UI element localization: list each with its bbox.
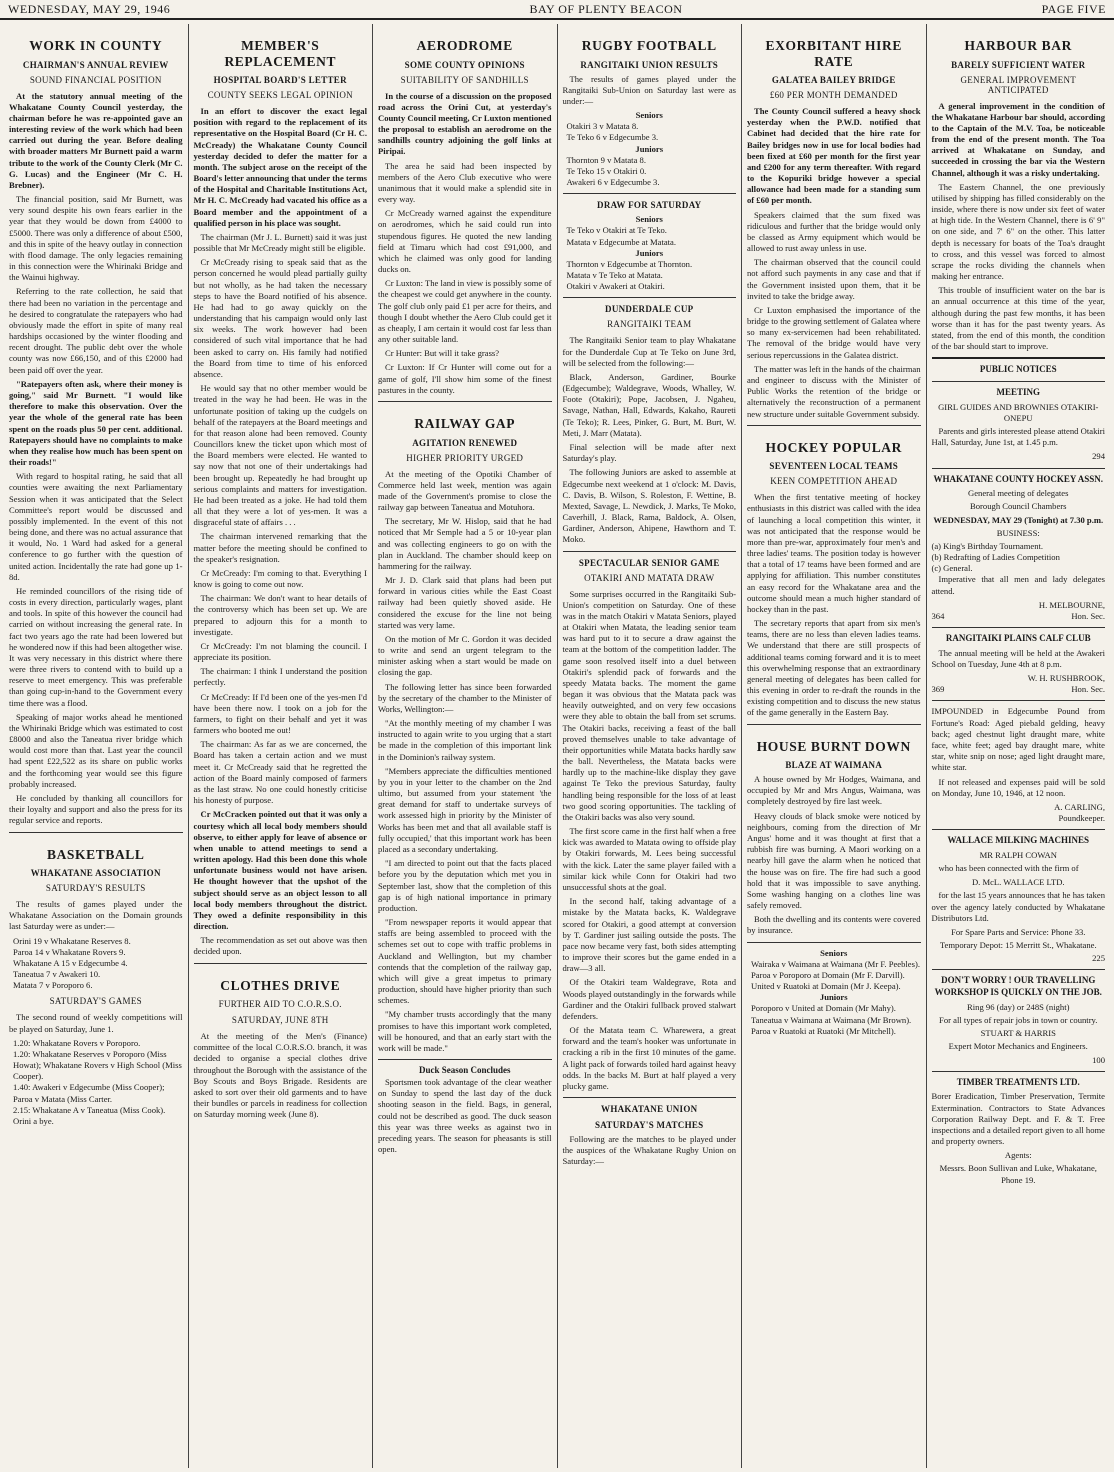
- paragraph: Black, Anderson, Gardiner, Bourke (Edgecumbe); Waldegrave, Woods, Whalley, W. Foote (Otakiri); Pope, Jacobsen, J. Ngaheu, Savage, Nathan, Hall, Edwards, Kakaho, Raureti (Te Teko); R. Lees, Pinker, G. Burt, M. Burt, W. Meti, J. Marr (Matata).: [562, 371, 736, 438]
- deck: FURTHER AID TO C.O.R.S.O.: [218, 999, 342, 1010]
- notice-title: MEETING: [996, 386, 1040, 397]
- paragraph: A general improvement in the condition of the Whakatane Harbour bar should, according to the Captain of the M.V. Toa, be noticeable from the end of the present month. The Toa arrived at Whakatane on Sunday, and succeeded in crossing the bar via the Western Channel, although it was a risky undertaking.: [931, 100, 1105, 178]
- columns: [4, 24, 1110, 1468]
- paragraph: "I am directed to point out that the facts placed before you by the deputation which met you in September last, show that the completion of this gap is of high national importance in primary production.: [378, 858, 552, 913]
- notice-body: Imperative that all men and lady delegates attend.: [931, 574, 1105, 596]
- paragraph: Speaking of major works ahead he mentioned the Whirinaki Bridge which was estimated to cost £8000 and also the Taneatua river bridge which would cost more than that. Last year the council had spent £22,522 as its share on public works and the forthcoming year would see this figure probably increased.: [9, 711, 183, 789]
- paragraph: On the motion of Mr C. Gordon it was decided to write and send an urgent telegram to the minister asking when a start would be made on closing the gap.: [378, 633, 552, 678]
- list-item: Paroa v Poroporo at Domain (Mr F. Darvill).: [751, 969, 905, 980]
- headline: EXORBITANT HIRE RATE: [765, 38, 902, 69]
- article-railway-gap: [378, 416, 552, 1054]
- paragraph: The following letter has since been forwarded by the secretary of the chamber to the Minister of Works, Wellington:—: [378, 681, 552, 714]
- paragraph: "At the monthly meeting of my chamber I was instructed to again write to you urging that a start be made in the completion of this important link in the Dominion's railway system.: [378, 718, 552, 762]
- list-item: Otakiri 3 v Matata 8.: [566, 121, 639, 132]
- list-item: 2.15: Whakatane A v Taneatua (Miss Cook).: [13, 1104, 166, 1115]
- article-duck-season: [378, 1065, 552, 1155]
- deck: WHAKATANE UNION: [601, 1104, 698, 1115]
- paragraph: Referring to the rate collection, he said that there had been no variation in the percentage and he desired to congratulate the ratepayers who had obviously made the effort in spite of many real hardships occasioned by the winter flooding and recent drought. The public debt over the whole county was now £66,150, and of this £2000 had been paid off over the year.: [9, 286, 183, 375]
- list-item: Wairaka v Waimana at Waimana (Mr F. Peebles).: [751, 958, 920, 969]
- paragraph: Cr McCready warned against the expenditure on aerodromes, which he said could run into stupendous figures. He quoted the new landing field at Timaru which had cost £91,000, and which he claimed was only good for landing ducks on.: [378, 208, 552, 275]
- paragraph: In the course of a discussion on the proposed road across the Orini Cut, at yesterday's County Council meeting, Cr Luxton mentioned the proposal to establish an aerodrome on the sandhills country adjoining the golf links at Piripai.: [378, 90, 552, 157]
- deck: SATURDAY, JUNE 8TH: [231, 1015, 329, 1026]
- paragraph: "Members appreciate the difficulties mentioned by you in your letter to the chamber on the 2nd ultimo, but assumed from your statement 'the great demand for staff to undertake surveys of work assessed high in priority by the Minister of Works has been met and that all available staff is fully occupied,' that this important work has been placed as a secondary undertaking.: [378, 765, 552, 854]
- paragraph: The second round of weekly competitions will be played on Saturday, June 1.: [9, 1012, 183, 1034]
- paragraph: "My chamber trusts accordingly that the many promises to have this important work completed, will be honoured, and that an early start with the work will be made.": [378, 1009, 552, 1053]
- paragraph: He concluded by thanking all councillors for their loyalty and support and also the press for its regular service and reports.: [9, 793, 183, 826]
- notice-line: Agents:: [1004, 1150, 1032, 1161]
- notice-number: 100: [1092, 1054, 1105, 1065]
- paragraph: This trouble of insufficient water on the bar is an annual occurrence at this time of the year, although during the past few months, it has been worse than it has for the past twenty years. As stated, from the end of this month, the condition of the bar should start to improve.: [931, 285, 1105, 352]
- whakatane-union-matches: [747, 948, 921, 1037]
- notice-number: 369: [931, 684, 945, 695]
- list-item: 1.40: Awakeri v Edgecumbe (Miss Cooper); Paroa v Matata (Miss Carter.: [13, 1082, 165, 1104]
- notice-role: Poundkeeper.: [1058, 813, 1105, 824]
- headline: CLOTHES DRIVE: [220, 977, 341, 993]
- notice-number: 225: [1092, 953, 1105, 964]
- notice-line: Temporary Depot: 15 Merritt St., Whakatane.: [939, 940, 1097, 951]
- notice-line: Ring 96 (day) or 248S (night): [967, 1001, 1070, 1012]
- notice-line: Expert Motor Mechanics and Engineers.: [948, 1041, 1088, 1052]
- paragraph: Cr Luxton: If Cr Hunter will come out for a game of golf, I'll show him some of the finest pastures in the county.: [378, 362, 552, 395]
- paragraph: The secretary, Mr W. Hislop, said that he had noticed that Mr Semple had a 5 or 10-year plan and was collecting engineers to go on with the plan in Auckland. The chamber should keep on hammering for the railway.: [378, 516, 552, 571]
- notice-business-heading: BUSINESS:: [996, 527, 1040, 538]
- paragraph: Final selection will be made after next Saturday's play.: [562, 441, 736, 464]
- notice-line: MR RALPH COWAN: [979, 849, 1057, 860]
- article-exorbitant-hire-rate: [747, 38, 921, 420]
- column-2: [189, 24, 374, 1468]
- notice-footer: [932, 684, 1106, 695]
- notice-when: WEDNESDAY, MAY 29 (Tonight) at 7.30 p.m.: [933, 514, 1104, 525]
- deck: DRAW FOR SATURDAY: [597, 200, 702, 211]
- notice-item: (b) Redrafting of Ladies Competition: [931, 552, 1060, 563]
- paragraph: With regard to hospital rating, he said that all counties were awaiting the next Parliamentary Session when it was anticipated that the Select Committee's report would be discussed and possibly implemented. In the event of this not being done, and there was no actual assurance that it would, No. 1 Ward had asked for a general conference to go further with the question of united action. Incidentally the rate had gone up 1-8d.: [9, 471, 183, 582]
- list-heading: Seniors: [635, 214, 663, 225]
- headline: RAILWAY GAP: [414, 415, 516, 431]
- paragraph: "From newspaper reports it would appear that staffs are being assembled to proceed with the schemes set out to cope with traffic problems in Auckland and Wellington, but my chamber contends that the completion of the railway gap, which will give a great impetus to primary production, should have higher priority than such schemes.: [378, 917, 552, 1006]
- section-heading: PUBLIC NOTICES: [979, 364, 1057, 375]
- list-item: Te Teko 6 v Edgecumbe 3.: [566, 132, 659, 143]
- notice-title: WALLACE MILKING MACHINES: [947, 835, 1090, 846]
- list-item: Thornton v Edgecumbe at Thornton.: [566, 258, 693, 269]
- paragraph: The results of games played under the Rangitaiki Sub-Union on Saturday last were as under:—: [562, 73, 736, 106]
- deck: RANGITAIKI UNION RESULTS: [580, 59, 719, 70]
- paragraph: Cr McCready: I'm not blaming the council. I appreciate its position.: [193, 640, 367, 663]
- paragraph: Cr Hunter: But will it take grass?: [385, 348, 500, 359]
- list-item: Whakatane A 15 v Edgecumbe 4.: [13, 957, 128, 968]
- paragraph: The financial position, said Mr Burnett, was very sound despite his own fears earlier in the year that they would be down from £4000 to £5000. There was only a difference of about £500, and this in spite of the heavy outlay in connection with flood damage. The only legacies remaining in this connection were the Whirinaki Bridge and the Wainui highway.: [9, 194, 183, 283]
- paragraph: A house owned by Mr Hodges, Waimana, and occupied by Mr and Mrs Angus, Waimana, was completely destroyed by fire last week.: [747, 774, 921, 807]
- list-item: Matata v Te Teko at Matata.: [566, 270, 663, 281]
- games-list: [9, 1038, 183, 1127]
- notice-item: (a) King's Birthday Tournament.: [931, 540, 1044, 551]
- deck: GALATEA BAILEY BRIDGE: [771, 75, 896, 86]
- deck: KEEN COMPETITION AHEAD: [770, 476, 898, 487]
- deck: RANGITAIKI TEAM: [607, 319, 692, 330]
- paragraph: Of the Otakiri team Waldegrave, Rota and Woods played outstandingly in the forwards while Gardiner and the Otakiri fullback proved stalwart defenders.: [562, 977, 736, 1021]
- list-item: Awakeri 6 v Edgecumbe 3.: [566, 177, 660, 188]
- masthead: [0, 0, 1114, 20]
- list-item: Te Teko v Otakiri at Te Teko.: [566, 225, 667, 236]
- issue-date: WEDNESDAY, MAY 29, 1946: [8, 1, 171, 16]
- notice-title: RANGITAIKI PLAINS CALF CLUB: [945, 633, 1091, 644]
- list-item: Paroa 14 v Whakatane Rovers 9.: [13, 946, 126, 957]
- subhead: SATURDAY'S GAMES: [49, 996, 142, 1007]
- article-work-in-county: [9, 38, 183, 827]
- paragraph: He would say that no other member would be treated in the way he had been. He was in the unfortunate position of taking up the cudgels on behalf of the ratepayers at the Board meetings and for that reason alone had been removed. County Councillors knew the ticket upon which most of the Board members were elected. He wanted to say now that not one of their undertakings had been brought up. Repeatedly he had brought up serious complaints and matters for investigation. He had been treated as a joke. He had told them all that they were a lot of yes-men. It was a disgraceful state of affairs . . .: [193, 383, 367, 528]
- paragraph: Cr McCready: I'm coming to that. Everything I know is going to come out now.: [193, 567, 367, 590]
- notice-travelling-workshop: [932, 975, 1106, 1065]
- notice-footer: [932, 611, 1106, 622]
- deck: SATURDAY'S MATCHES: [594, 1120, 704, 1131]
- notice-item: (c) General.: [931, 563, 973, 574]
- notice-body: If not released and expenses paid will be sold on Monday, June 10, 1946, at 12 noon.: [931, 776, 1105, 798]
- paragraph: The first score came in the first half when a free kick was awarded to Matata owing to offside play by Otakiri forwards, M. Lees being successful with the kick. Later the same player failed with a similar kick while Conn for Otakiri had two unsuccessful shots at the goal.: [562, 826, 736, 892]
- list-item: Otakiri v Awakeri at Otakiri.: [566, 281, 665, 292]
- headline: Duck Season Concludes: [418, 1065, 511, 1076]
- paragraph: The Rangitaiki Senior team to play Whakatane for the Dunderdale Cup at Te Teko on June 3rd, will be selected from the following:—: [562, 335, 736, 368]
- notice-calf-club: [932, 633, 1106, 695]
- article-rugby-football: [563, 38, 737, 1168]
- list-heading: Juniors: [635, 247, 664, 258]
- notice-title: DON'T WORRY ! OUR TRAVELLING WORKSHOP IS QUICKLY ON THE JOB.: [934, 975, 1102, 998]
- paragraph: The chairman (Mr J. L. Burnett) said it was just possible that Mr McCready might still be eligible.: [193, 231, 367, 254]
- notice-line: Borough Council Chambers: [970, 501, 1067, 512]
- paragraph: Cr Luxton: The land in view is possibly some of the cheapest we could get anywhere in the county. The golf club only paid £1 per acre for theirs, and though I doubt whether the Aero Club could get it as cheaply, I am certain it would cost far less than any other suitable land.: [378, 278, 552, 345]
- notice-signature: W. H. RUSHBROOK,: [1027, 673, 1105, 684]
- paragraph: The chairman intervened remarking that the matter before the meeting should be confined to the speaker's resignation.: [193, 531, 367, 564]
- paragraph: The County Council suffered a heavy shock yesterday when the P.W.D. notified that Cabinet had decided that the hire rate for Bailey bridges now in use for local bodies had been fixed at £60 per month for the first year and £200 for any term thereafter. With regard to the Kopuriki bridge however a special allowance had been made for a standing sum of £60 per month.: [747, 106, 921, 206]
- notice-line: For all types of repair jobs in town or country.: [939, 1014, 1098, 1025]
- list-heading: Juniors: [819, 992, 848, 1003]
- notice-body: who has been connected with the firm of: [938, 863, 1079, 874]
- notice-body: Parents and girls interested please attend Otakiri Hall, Saturday, June 1st, at 1.45 p.m.: [931, 426, 1105, 448]
- notice-body: IMPOUNDED in Edgecumbe Pound from Fortune's Road: Aged piebald gelding, heavy back; aged chestnut light draught mare, white face, white feet; aged bay draught mare, white star, white snip on nose; aged light draught mare, white star.: [931, 706, 1105, 773]
- notice-line: For Spare Parts and Service: Phone 33.: [951, 926, 1086, 937]
- paragraph: "Ratepayers often ask, where their money is going," said Mr Burnett. "I would like therefore to make this observation. Over the year the whole of the general rate has been spent on the roads plus 50 per cent. additional. Ratepayers should have no complaints to make when they realise how much has been spent on their roads!": [9, 378, 183, 468]
- deck: SOME COUNTY OPINIONS: [404, 59, 525, 70]
- notice-firm: D. McL. WALLACE LTD.: [971, 877, 1065, 888]
- list-item: Matata v Edgecumbe at Matata.: [566, 236, 677, 247]
- deck: £60 PER MONTH DEMANDED: [769, 90, 898, 101]
- headline: WORK IN COUNTY: [29, 38, 163, 53]
- article-hockey-popular: [747, 440, 921, 719]
- article-members-replacement: [194, 38, 368, 958]
- deck: WHAKATANE ASSOCIATION: [30, 868, 161, 879]
- list-item: Orini 19 v Whakatane Reserves 8.: [13, 935, 131, 946]
- paragraph: The secretary reports that apart from six men's teams, there are no less than eleven ladies teams. We understand that there are still prospects of additional teams coming forward and it is to meet this overwhelming response that an extraordinary general meeting of delegates has been called for this evening in order to re-draft the rounds in the existing competition and to discuss the new status of the game generally in the Eastern Bay.: [747, 618, 921, 718]
- results-list: [563, 110, 737, 188]
- notice-role: Hon. Sec.: [1071, 684, 1105, 695]
- notice-impounded: [932, 706, 1106, 824]
- paragraph: The Eastern Channel, the one previously utilised by shipping has filled considerably on the inside, where there is now under six feet of water at high tide. In the Western Channel, there is 6' 9" on one side, and 7' 6" on the other. This latter depth is necessary for boats of the Toa's draught to cross, and this vessel was forced to almost scrape the rocks dividing the channels when making her entrance.: [931, 181, 1105, 282]
- notice-body: Borer Eradication, Timber Preservation, Termite Extermination. Contractors to State Advances Corporation Railway Dept. and F. & T. Free inspections and a detailed report given to all home and property owners.: [931, 1091, 1105, 1147]
- headline: RUGBY FOOTBALL: [581, 38, 717, 53]
- paragraph: Cr McCready rising to speak said that as the person concerned he would plead partially guilty but not wholly, as he had taken the necessary steps to have the Board notified of his absence. He had had to go away quickly on the understanding that his campaign would only last six weeks. The work however had been considered of such vital importance that he had been asked to carry on. His family had notified the Board from time to time of his enforced absence.: [193, 257, 367, 379]
- paragraph: The following Juniors are asked to assemble at Edgecumbe next weekend at 1 o'clock: M. Davis, C. Davis, B. Wilson, S. Roleston, F. Wettine, B. Mexted, Savage, L. Newdick, J. Marks, Te Moko, Caverhill, J. Black, Rama, Baldock, A. Olsen, Gardiner, Anderson, Ahipene, Hawthorn and T. Moko.: [562, 467, 736, 545]
- article-clothes-drive: [194, 978, 368, 1121]
- paragraph: Speakers claimed that the sum fixed was ridiculous and further that the bridge would only be classed as Army equipment which would be allowed to rust away unless in use.: [747, 209, 921, 254]
- paragraph: Of the Matata team C. Wharewera, a great forward and the team's hooker was unfortunate in cracking a rib in the first 10 minutes of the game. A light pack of forwards toiled hard against heavy odds. In the backs M. Burt at half played a very plucky game.: [562, 1025, 736, 1091]
- deck: BARELY SUFFICIENT WATER: [951, 59, 1086, 70]
- notice-line: STUART & HARRIS: [980, 1028, 1056, 1039]
- paragraph: When the first tentative meeting of hockey enthusiasts in this district was called with the idea of launching a local competition this winter, it was not anticipated that the response would be more than pre-war, approximately four men's and three ladies' teams. The position today is however that a total of 17 teams have been formed and are applying for affiliation. This number constitutes an easy record for the Whakatane area and the outcome should mean a much higher standard of hockey than in the past.: [747, 492, 921, 614]
- deck: SPECTACULAR SENIOR GAME: [578, 557, 720, 568]
- notice-title: WHAKATANE COUNTY HOCKEY ASSN.: [933, 473, 1104, 484]
- list-item: Thornton 9 v Matata 8.: [566, 154, 646, 165]
- newspaper-title: BAY OF PLENTY BEACON: [529, 1, 683, 16]
- paragraph: Cr Luxton emphasised the importance of the bridge to the growing settlement of Galatea where so many ex-servicemen had been rehabilitated. The removal of the bridge would have very serious repercussions in the Galatea district.: [747, 304, 921, 360]
- notice-body: for the last 15 years announces that he has taken over the agency lately conducted by Whakatane Distributors Ltd.: [931, 890, 1105, 923]
- headline: HARBOUR BAR: [964, 38, 1072, 53]
- deck: GENERAL IMPROVEMENT ANTICIPATED: [960, 74, 1077, 95]
- column-4: [558, 24, 743, 1468]
- list-item: 1.20: Whakatane Rovers v Poroporo.: [13, 1037, 141, 1048]
- deck: HOSPITAL BOARD'S LETTER: [213, 75, 347, 86]
- paragraph: In an effort to discover the exact legal position with regard to the replacement of its representative on the Hospital Board (Cr H. C. McCready) the Whakatane County Council yesterday decided to defer the matter for a month. The subject arose on the receipt of the Board's letter announcing that under the terms of the Hospital and Charitable Institutions Act, Mr H. C. McCready had vacated his office as a Board member and the appointment of a qualified person in his place was sought.: [193, 106, 367, 228]
- notice-title: TIMBER TREATMENTS LTD.: [956, 1076, 1080, 1087]
- list-item: Matata 7 v Poroporo 6.: [13, 980, 93, 991]
- article-house-burnt-down: [747, 739, 921, 937]
- paragraph: The matter was left in the hands of the chairman and engineer to discuss with the Minister of Public Works the retention of the bridge or alternatively the reconstruction of a permanent new structure under suitable Government subsidy.: [747, 363, 921, 419]
- notice-line: General meeting of delegates: [968, 488, 1069, 499]
- paragraph: Mr J. D. Clark said that plans had been put forward in various cities while the East Coast railway had been quietly shoved aside. He considered the excuse for the line not being started was very lame.: [378, 575, 552, 630]
- paragraph: Following are the matches to be played under the auspices of the Whakatane Rugby Union on Saturday:—: [562, 1134, 736, 1167]
- paragraph: He reminded councillors of the rising tide of costs in every direction, particularly wages, plant and tools. In spite of this however the council had carried on without increasing the general rate. In fact two years ago the rate had been lowered but he wondered now if this had been altogether wise. It was very necessary in this district where there were three rivers to contend with to build up a reserve to meet emergency. This was preferable than going cup-in-hand to the Government every time there was a flood.: [9, 585, 183, 708]
- deck: OTAKIRI AND MATATA DRAW: [584, 572, 715, 583]
- public-notices: [932, 364, 1106, 1185]
- paragraph: At the meeting of the Opotiki Chamber of Commerce held last week, mention was again made of the Government's promise to close the railway gap between Taneatua and Motuhora.: [378, 468, 552, 513]
- headline: MEMBER'S REPLACEMENT: [224, 38, 337, 69]
- headline: HOCKEY POPULAR: [765, 439, 903, 455]
- results-list: [9, 936, 183, 992]
- notice-girl-guides: [932, 387, 1106, 463]
- list-item: 1.20: Whakatane Reserves v Poroporo (Miss Howat); Whakatane Rovers v High School (Miss Cooper).: [13, 1048, 182, 1082]
- paragraph: Both the dwelling and its contents were covered by insurance.: [747, 914, 921, 936]
- list-item: Paroa v Ruatoki at Ruatoki (Mr Mitchell).: [751, 1025, 896, 1036]
- notice-wallace-milking: [932, 835, 1106, 964]
- paragraph: At the meeting of the Men's (Finance) committee of the local C.O.R.S.O. branch, it was decided to organise a special clothes drive throughout the Borough with the assistance of the Boy Scouts and Boys Brigade. Residents are asked to sort over their old garments and to have their bundles or parcels in readiness for collection on Saturday morning week (June 8).: [193, 1031, 367, 1120]
- article-harbour-bar: [932, 38, 1106, 352]
- paragraph: At the statutory annual meeting of the Whakatane County Council yesterday, the chairman before he was re-appointed gave an interesting review of the work which had been carried out during the year. Before dealing with broader matters Mr Burnett paid a warm tribute to the work of the County Clerk (Mr C. G. Lucas) and the Engineer (Mr C. H. Brebner).: [9, 90, 183, 190]
- deck: HIGHER PRIORITY URGED: [406, 452, 524, 463]
- column-3: [373, 24, 558, 1468]
- paragraph: The chairman: I think I understand the position perfectly.: [193, 666, 367, 688]
- notice-subtitle: GIRL GUIDES AND BROWNIES OTAKIRI-ONEPU: [938, 401, 1099, 423]
- paragraph: The chairman: We don't want to hear details of the controversy which has been set up. We are prepared to adjourn this for a month to investigate.: [193, 593, 367, 637]
- paragraph: In the second half, taking advantage of a mistake by the Matata backs, K. Waldegrave scored for Otakiri, a good attempt at conversion by T. Gardiner just sailing outside the posts. The pace now became very fast, both sides attempting to improve their scores but the game ended in a draw—3 all.: [562, 896, 736, 974]
- notice-hockey-assn: [932, 474, 1106, 623]
- headline: BASKETBALL: [46, 846, 145, 862]
- deck: SATURDAY'S RESULTS: [45, 883, 146, 894]
- list-heading: Seniors: [820, 947, 848, 958]
- headline: HOUSE BURNT DOWN: [756, 738, 911, 754]
- paragraph: Sportsmen took advantage of the clear weather on Sunday to spend the last day of the duck shooting season in the field. Bags, in general, could not be described as good. The duck season this year was three weeks as against two in preceding years. The season for pheasants is still open.: [378, 1077, 552, 1155]
- list-item: Poroporo v United at Domain (Mr Mahy).: [751, 1003, 896, 1014]
- list-item: Te Teko 15 v Otakiri 0.: [566, 165, 647, 176]
- list-item: United v Ruatoki at Domain (Mr J. Keepa).: [751, 981, 901, 992]
- column-6: [927, 24, 1111, 1468]
- article-aerodrome: [378, 38, 552, 396]
- headline: AERODROME: [416, 38, 513, 53]
- list-item: Taneatua v Waimana at Waimana (Mr Brown).: [751, 1014, 912, 1025]
- paragraph: Cr McCready: If I'd been one of the yes-men I'd have been there now. I took on a job for the farmers, to fight on their behalf and yet it was farmers who booted me out!: [193, 691, 367, 736]
- paragraph: Heavy clouds of black smoke were noticed by neighbours, coming from the direction of Mr Angus' home and it was thought at first that a rubbish fire was burning. A Maori working on a nearby hill gave the alarm when he noticed that the house was on fire. The fire had such a good hold that it was impossible to save anything. Some washing hanging on a clothes line was safely removed.: [747, 810, 921, 911]
- deck: SOUND FINANCIAL POSITION: [29, 74, 162, 85]
- notice-signature: H. MELBOURNE,: [1038, 599, 1105, 610]
- notice-timber-treatments: [932, 1077, 1106, 1186]
- deck: COUNTY SEEKS LEGAL OPINION: [207, 90, 353, 101]
- deck: SEVENTEEN LOCAL TEAMS: [769, 461, 899, 472]
- paragraph: The chairman: As far as we are concerned, the Board has taken a certain action and we must meet it. Cr McCready said that he regretted the action of the Board mainly composed of farmers as the last straw. No one could honestly criticise his honesty of purpose.: [193, 739, 367, 806]
- list-item: Orini a bye.: [13, 1115, 54, 1126]
- notice-signature: A. CARLING,: [1054, 801, 1105, 812]
- list-heading: Juniors: [635, 143, 664, 154]
- deck: SUITABILITY OF SANDHILLS: [400, 74, 529, 85]
- list-heading: Seniors: [635, 110, 663, 121]
- list-item: Taneatua 7 v Awakeri 10.: [13, 969, 101, 980]
- column-5: [742, 24, 927, 1468]
- notice-role: Hon. Sec.: [1071, 610, 1105, 621]
- paragraph: The results of games played under the Whakatane Association on the Domain grounds last Saturday were as under:—: [9, 899, 183, 932]
- notice-number: 294: [1092, 451, 1105, 462]
- paragraph: The chairman observed that the council could not afford such payments in any case and that if the Government insisted upon them, that it be invited to take the bridge away.: [747, 257, 921, 301]
- article-basketball: [9, 847, 183, 1128]
- notice-number: 364: [931, 610, 945, 621]
- page-number: PAGE FIVE: [1041, 1, 1106, 16]
- deck: DUNDERDALE CUP: [605, 304, 694, 315]
- column-1: [4, 24, 189, 1468]
- deck: BLAZE AT WAIMANA: [785, 760, 883, 771]
- paragraph: Cr McCracken pointed out that it was only a courtesy which all local body members should observe, to either apply for leave of absence or when unable to attend meetings to send a written apology. Had this been done this whole unfortunate business would not have arisen. He thought however that the upshot of the subject should serve as an object lesson to all local body members throughout the district. They owed a definite responsibility in this direction.: [193, 809, 367, 932]
- deck: CHAIRMAN'S ANNUAL REVIEW: [22, 59, 169, 70]
- notice-body: The annual meeting will be held at the Awakeri School on Tuesday, June 4th at 8 p.m.: [931, 647, 1105, 669]
- paragraph: Some surprises occurred in the Rangitaiki Sub-Union's competition on Saturday. One of these was in the match Otakiri v Matata Seniors, played at Otakiri when Matata, the leading senior team was hard put to it to secure a draw against the team at the bottom of the competition ladder. The game soon resolved itself into a duel between Otakiri's splendid pack of forwards and the speedy Matata backs. The moment the game began it was obvious that the Matata pack was heavily outweighted, and on very few occasions were they able to obtain the ball from set scrums. The Otakiri backs, receiving a feast of the ball proved themselves unable to take advantage of their opportunities while Matata backs hardly saw the ball. Nevertheless, the Matata backs were hardly up to the machine-like display they gave against Te Teko the previous Saturday, faulty handling being responsible for the loss of at least two good scoring opportunities. The tackling of the Otakiri backs was also very sound.: [562, 588, 736, 822]
- notice-line: Messrs. Boon Sullivan and Luke, Whakatane, Phone 19.: [939, 1163, 1097, 1185]
- paragraph: The recommendation as set out above was then decided upon.: [193, 935, 367, 957]
- deck: AGITATION RENEWED: [412, 437, 518, 448]
- paragraph: The area he said had been inspected by members of the Aero Club executive who were unanimous that it would make a splendid site in every way.: [378, 160, 552, 205]
- draw-list: [563, 214, 737, 292]
